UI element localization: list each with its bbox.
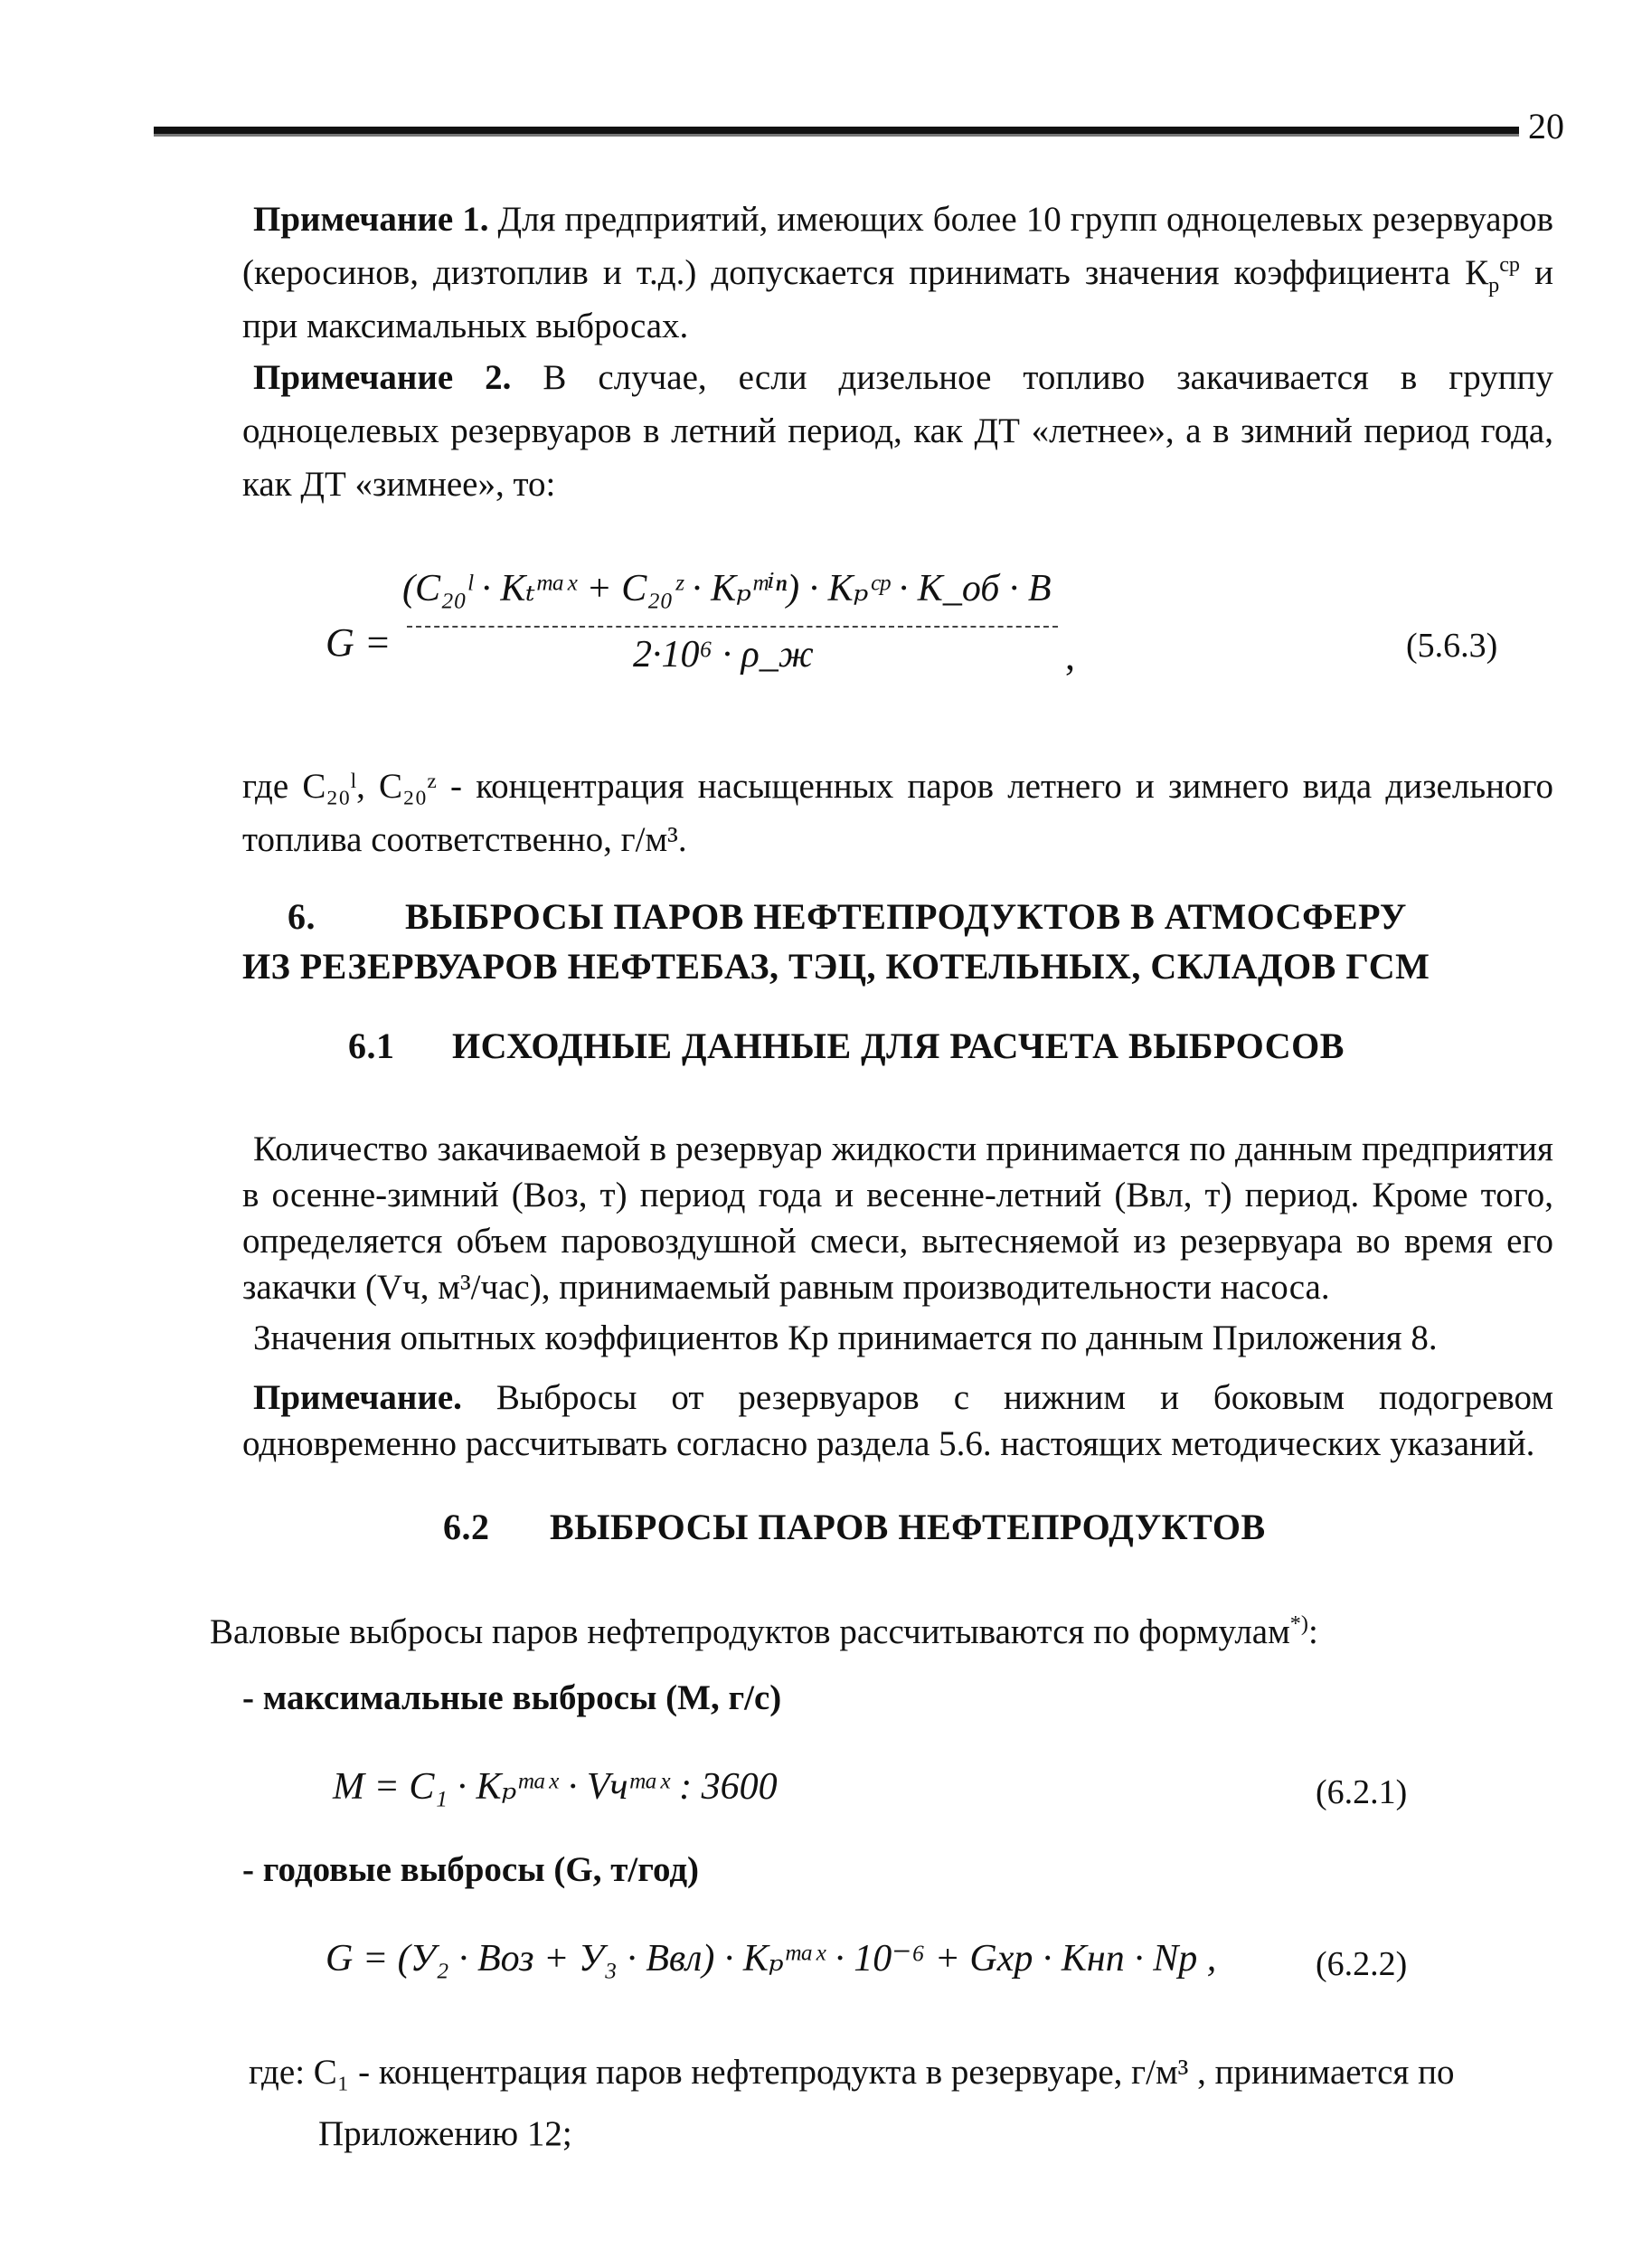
intro-6-2-sup: *) [1289,1611,1308,1636]
page-number: 20 [1528,106,1564,146]
where-1: где С₂₀ˡ, С₂₀ᶻ - концентрация насыщенных паров летнего и зимнего вида дизельного топлива соответственно, г/м³. [242,767,1553,859]
section-6-1-number: 6.1 [348,1025,395,1066]
note-1-label: Примечание 1. [253,200,489,239]
note-2 [242,351,1553,511]
formula-5-6-3-comma: , [1065,634,1075,678]
para-6-1-b: Значения опытных коэффициентов Кр принимается по данным Приложения 8. [253,1318,1438,1357]
note-1-sub: р [1488,272,1500,298]
formula-5-6-3-numerator: (C₂₀ˡ · Kₜᵐᵃˣ + C₂₀ᶻ · Kₚᵐⁱⁿ) · Kₚᶜᵖ · K_об · B [402,568,1052,610]
intro-6-2-tail: : [1307,1612,1318,1651]
formula-6-2-1-number: (6.2.1) [1316,1773,1408,1811]
note-1-text: Для предприятий, имеющих более 10 групп одноцелевых резервуаров (керосинов, дизтоплив и т.д.) допускается принимать значения коэффициента К [242,200,1554,292]
max-emissions-label: - максимальные выбросы (М, г/с) [242,1678,782,1717]
header-rule [154,127,1519,137]
formula-5-6-3-denominator: 2·10⁶ · ρ_ж [633,634,814,676]
formula-6-2-2-number: (6.2.2) [1316,1945,1408,1983]
note-3 [242,1375,1553,1467]
formula-6-2-1: M = C₁ · Kₚᵐᵃˣ · Vчᵐᵃˣ : 3600 [333,1766,778,1808]
note-2-label: Примечание 2. [253,358,512,397]
para-6-1-a: Количество закачиваемой в резервуар жидкости принимается по данным предприятия в осенне-зимний (Воз, т) период года и весенне-летний (Ввл, т) период. Кроме того, определяется объем паровоздушной смеси, вытесняемой из резервуара во время его закачки (Vч, м³/час), принимаемый равным производительности насоса. [242,1129,1553,1307]
section-6-2-title: ВЫБРОСЫ ПАРОВ НЕФТЕПРОДУКТОВ [550,1507,1266,1547]
where-2-line2: Приложению 12; [318,2114,572,2153]
where-2-line1: где: С₁ - концентрация паров нефтепродукта в резервуаре, г/м³ , принимается по [249,2053,1455,2092]
note-3-label: Примечание. [253,1378,462,1417]
intro-6-2-text: Валовые выбросы паров нефтепродуктов рассчитываются по формулам [210,1612,1290,1651]
section-6-2-number: 6.2 [443,1507,490,1547]
section-6-title-line1: ВЫБРОСЫ ПАРОВ НЕФТЕПРОДУКТОВ В АТМОСФЕРУ [405,896,1407,937]
annual-emissions-label: - годовые выбросы (G, т/год) [242,1850,700,1889]
note-1-tail: и при максимальных выбросах. [242,253,1553,345]
section-6-1-title: ИСХОДНЫЕ ДАННЫЕ ДЛЯ РАСЧЕТА ВЫБРОСОВ [452,1025,1345,1066]
note-1 [242,193,1553,353]
fraction-bar [407,626,1058,628]
formula-5-6-3-number: (5.6.3) [1406,627,1498,665]
section-6-number: 6. [288,896,316,937]
note-2-text: В случае, если дизельное топливо закачивается в группу одноцелевых резервуаров в летний период, как ДТ «летнее», а в зимний период года, как ДТ «зимнее», то: [242,358,1553,504]
note-3-text: Выбросы от резервуаров с нижним и боковым подогревом одновременно рассчитывать согласно раздела 5.6. настоящих методических указаний. [242,1378,1553,1463]
formula-6-2-2: G = (У₂ · Воз + У₃ · Ввл) · Kₚᵐᵃˣ · 10⁻⁶ + Gхр · Kнп · Nр , [326,1938,1217,1980]
formula-5-6-3-lhs: G = [326,620,392,665]
intro-6-2 [210,1605,1521,1658]
section-6-title-line2: ИЗ РЕЗЕРВУАРОВ НЕФТЕБАЗ, ТЭЦ, КОТЕЛЬНЫХ, СКЛАДОВ ГСМ [242,946,1430,987]
note-1-sup: ср [1499,252,1521,277]
